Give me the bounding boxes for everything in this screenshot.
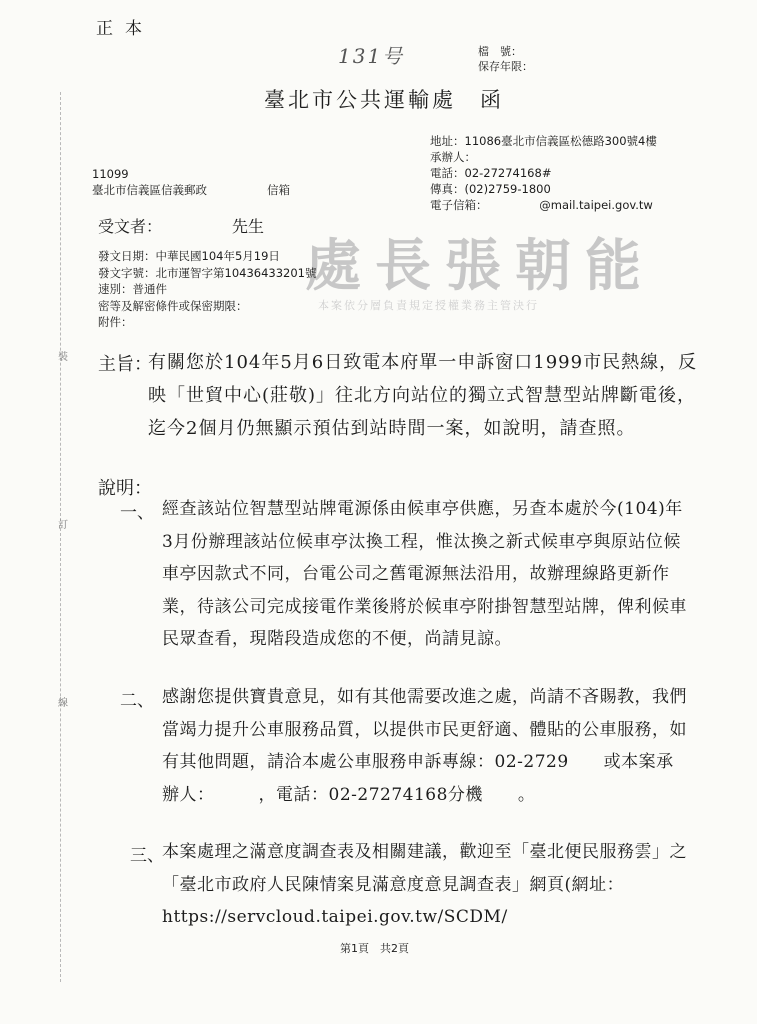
official-stamp: 處長張朝能: [305, 233, 655, 299]
security-level: 密等及解密條件或保密期限：: [98, 298, 248, 313]
receiver-box: 信箱: [267, 183, 290, 197]
receiver-address: 臺北市信義區信義郵政: [92, 183, 207, 197]
item-1-text: 經查該站位智慧型站牌電源係由候車亭供應，另查本處於今(104)年3月份辦理該站位候車亭汰換工程，惟汰換之新式候車亭與原站位候車亭因款式不同，台電公司之舊電源無法沿用，故辦理線路更新作業，待該公司完成接電作業後將於候車亭附掛智慧型站牌，俾利候車民眾查看，現階段造成您的不便，尚請見諒。: [162, 499, 687, 649]
page-number: 第1頁 共2頁: [340, 942, 409, 955]
receiver-block: [92, 166, 290, 198]
attachment: 附件：: [98, 315, 133, 329]
recipient-label: 受文者：: [98, 217, 163, 236]
sender-contact: 承辦人：: [430, 150, 476, 164]
document-meta: [98, 248, 316, 331]
sender-email: 電子信箱： @mail.taipei.gov.tw: [430, 198, 653, 212]
subject-label: 主旨：: [98, 354, 152, 375]
item-1-number: 一、: [120, 503, 154, 523]
retention-label: 保存年限：: [478, 60, 533, 73]
official-stamp-note: 本案依分層負責規定授權業務主管決行: [318, 299, 539, 312]
item-3-text: 本案處理之滿意度調查表及相關建議，歡迎至「臺北便民服務雲」之「臺北市政府人民陳情案見滿意度意見調查表」網頁(網址：https://servcloud.taipei.gov.tw/SCDM/: [162, 842, 687, 927]
issue-date: 發文日期：中華民國104年5月19日: [98, 249, 280, 263]
binding-mark-1: 裝: [58, 352, 68, 363]
item-2-number: 二、: [120, 691, 154, 711]
recipient-title: 先生: [232, 217, 265, 236]
binding-mark-2: 訂: [58, 520, 68, 531]
subject-text: 有關您於104年5月6日致電本府單一申訴窗口1999市民熱線，反映「世貿中心(莊敬)」往北方向站位的獨立式智慧型站牌斷電後，迄今2個月仍無顯示預估到站時間一案，如說明，請查照。: [148, 352, 698, 439]
sender-fax: 傳真：(02)2759-1800: [430, 182, 551, 196]
document-number: 發文字號：北市運智字第10436433201號: [98, 265, 317, 280]
description-label: 說明：: [98, 478, 152, 499]
item-2-text: 感謝您提供寶貴意見，如有其他需要改進之處，尚請不吝賜教，我們當竭力提升公車服務品質，以提供市民更舒適、體貼的公車服務，如有其他問題，請洽本處公車服務申訴專線：02-2729 或本案承辦人： ，電話：02-27274168分機 。: [162, 687, 687, 805]
sender-address: 地址：11086臺北市信義區松德路300號4樓: [430, 134, 657, 148]
copy-mark: 正本: [96, 19, 154, 39]
handwritten-note: 131号: [338, 44, 405, 68]
file-number-label: 檔 號：: [478, 45, 522, 58]
recipient: [98, 214, 264, 237]
delivery-speed: 速別：普通件: [98, 282, 167, 296]
agency-title: 臺北市公共運輸處 函: [264, 88, 504, 112]
sender-phone: 電話：02-27274168#: [430, 166, 552, 180]
file-number-block: [478, 44, 533, 74]
binding-mark-3: 線: [58, 698, 68, 709]
binding-line: [60, 92, 61, 982]
sender-block: [430, 133, 657, 213]
item-3-number: 三、: [130, 846, 164, 866]
receiver-zip: 11099: [92, 167, 129, 181]
